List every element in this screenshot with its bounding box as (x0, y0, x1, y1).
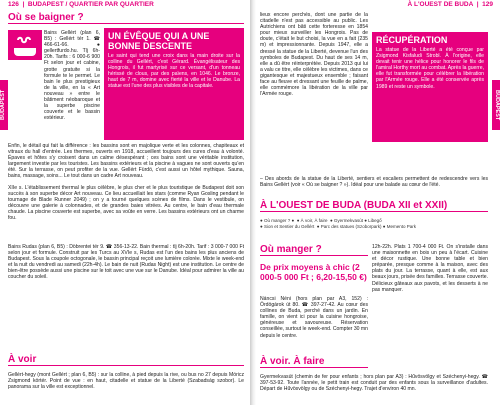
bath-icon (8, 30, 42, 60)
section-heading-west-buda: À L'OUEST DE BUDA (BUDA XII et XXII) (260, 200, 488, 212)
left-page-title: BUDAPEST / QUARTIER PAR QUARTIER (27, 1, 154, 8)
text-nancsi-neni: Náncsi Néni (hors plan par A3, 152) : Ördögárok út 80. ☎ 397-27-42. Au cœur des collines de Buda, perché dans un jardin. En famille, on vient ici pour la cuisine hongroise, généreuse et savoureuse. Réservation conseillée, surtout le week-end. Compter 30 mn depuis le centre. (260, 296, 368, 339)
side-tab-right: BUDAPEST (492, 80, 500, 130)
legend-item-3: ● Gyermekvasút ● Libegő (329, 218, 382, 223)
text-restaurant-details: 12h-22h. Plats 1 700-4 000 Ft. On s'installe dans une maisonnette en bois un peu à l'écart. Cuisine et décor rustique. Une bonne table et bien préparée, presque comme à la maison, avec des plats du jour. La terrasse, quant à elle, est aux beaux jours, prisée des familles. Terrasse couverte. Délicieux gâteaux aux pavots, et les desserts à ne pas manquer. (372, 244, 488, 293)
left-page-number: 126 (8, 1, 19, 8)
legend (260, 218, 488, 238)
text-childrens-railway: Gyermekvasút (chemin de fer pour enfants ; hors plan par A3) : Hűvösvölgy et Széchenyi-hegy. ☎ 397-53-92. Toute l'année, le petit train est conduit par des enfants sous la surveillance d'adultes. Départ de Hűvösvölgy ou de Széchenyi-hegy. Trajet d'environ 40 mn. (260, 374, 488, 393)
legend-item-1: ● Où manger ? ● (260, 218, 295, 223)
price-band: De prix moyens à chic (2 000-5 000 Ft ; 6,20-15,50 €) (260, 262, 367, 282)
section-heading-see-do: À voir. À faire (260, 356, 368, 368)
side-tab-left: BUDAPEST (0, 80, 8, 130)
legend-item-5: ● Parc des statues (Szoborpark) ● Memento Park (316, 224, 416, 229)
section-heading-swim: Où se baigner ? (8, 12, 244, 24)
right-page-title: À L'OUEST DE BUDA (407, 1, 474, 8)
section-heading-see: À voir (8, 354, 244, 366)
info-box-bishop (104, 28, 244, 140)
legend-item-2: ● À voir, À faire (296, 218, 328, 223)
text-descent: – Des abords de la statue de la Liberté, sentiers et escaliers permettent de redescendre vers les Bains Gellért (voir « Où se baigner ? »). Idéal pour une balade au cœur de l'été. (260, 176, 488, 189)
info-box-body: Le saint qui tend une croix dans la main droite sur la colline du Gellért, c'est Gérard. Évangélisateur des Hongrois, il fut martyrisé sur ce versant, d'un tonneau hérissé de clous, par des païens, en 1046. Le bronze, haut de 7 m, domine avec fierté la ville et le Danube. La statue est l'une des plus visibles de la capitale. (108, 53, 240, 90)
section-heading-eat: Où manger ? (260, 244, 368, 256)
right-page-number: 129 (482, 1, 493, 8)
text-gellert-hill: Gellért-hegy (mont Gellért ; plan 6, B5) : sur la colline, à pied depuis la rive, ou bus no 27 depuis Móricz Zsigmond körtér. Point de vue : en haut, citadelle et statue de la Liberté (Szabadság szobor). Le panorama sur la ville est exceptionnel. (8, 372, 244, 391)
info-box-title: UN ÉVÊQUE QUI A UNE BONNE DESCENTE (108, 31, 210, 51)
text-baths-detail: Enfin, le détail qui fait la différence : les bassins sont en majolique verte et les colonnes, chapiteaux et vitraux du hall d'entrée. Les thermes, ouverts en 1918, accueillent toujours des cures d'eau à volonté. Épaves et hôtes s'y croisent dans un calme désespérant ; ces bains sont une véritable institution, largement investie par les touristes. Les bassins extérieurs et la piscine à vagues ne sont ouverts qu'en été. Sur la terrasse, on peut profiter de la vue. Gellért Fürdö, c'est aussi un hôtel mythique. Sauna, bains, massage, soins... Le tout dans un cadre Art nouveau. (8, 143, 244, 180)
recovery-title: RÉCUPÉRATION (376, 35, 448, 45)
right-page-title-wrap: À L'OUEST DE BUDA | 129 (407, 1, 493, 8)
left-page-header: 126 | BUDAPEST / QUARTIER PAR QUARTIER (8, 1, 154, 8)
text-gellert-baths: Bains Gellért (plan 6, B5) : Gellért tér 1. ☎ 466-61-66. ● gellertfurdo.hu. Tlj 6h-20h. Tarifs : 6 000-6 900 Ft selon jour et cabine, grotte gratuite si la formule te le permet. Le bain le plus prestigieux de la ville, en la « Art nouveau » entre le bâtiment néobaroque et la superbe piscine couverte et le bassin extérieur. (44, 30, 100, 122)
legend-item-4: ● Sion et Sentier du Gellért (260, 224, 315, 229)
book-gutter (250, 0, 256, 405)
recovery-body: La statue de la Liberté a été conçue par Zsigmond Kisfaludi Strobl. À l'origine, elle devait tenir une hélice pour honorer le fils de l'amiral Horthy mort au combat. Après la guerre, elle fut transformée pour célébrer la libération par l'Armée rouge. Elle a été conservée après 1989 et reste un symbole. (376, 47, 484, 90)
text-baths-history: XIIe s. L'établissement thermal le plus célèbre, le plus cher et le plus touristique de Budapest doit son succès à son superbe décor Art nouveau. Ce lieu accueillait les stars (comme Ryan Gosling pendant le tournage de Blade Runner 2049) ; on y a tourné quelques scènes de films. Dans le vestibule, on découvre une galerie à colonnades, et de grandes baies vitrées. Au centre, le bain d'eau thermale chaude. La piscine couverte est superbe, avec sa voûte en verre. Les bassins extérieurs ont un charme fou. (8, 185, 244, 222)
text-citadel: lieux encore perchés, dont une partie de la citadelle n'est pas accessible au public. Les Autrichiens ont bâti cette forteresse en 1854 pour mieux surveiller les Hongrois. Pas de doute, c'était le but choisi, la vue en a fait (235 m) et impressionnante. Depuis 1947, elle a dressé la statue de la Liberté, devenue l'un des symboles de Budapest. Du haut de ses 14 m, elle a dû être réinterprétée. Depuis 2013 qui lui a valu ce titre, elle célèbre les victimes, dans ce gigantesque et majestueux ensemble ; faisant face au fleuve et dressant une feuille de palme, elle commémore la libération de la ville par l'Armée rouge. (260, 12, 368, 98)
info-box-recovery (372, 32, 488, 142)
text-rudas-baths: Bains Rudas (plan 6, B5) : Döbrentei tér 9. ☎ 356-13-22. Bain thermal : tlj 6h-20h. Tarif : 3 000-7 000 Ft selon jour et formule. Construit par les Turcs au XVIe s, Rudas est l'un des bains les plus anciens de Budapest. Sous la coupole octogonale, le bassin principal reçoit une lumière colorée. Mixte le week-end et la nuit du vendredi au samedi (22h-4h). Le bain de nuit (Rudas Night) est une institution. Le centre de bien-être possède aussi une piscine sur le toit avec une vue sur le Danube. Idéal pour admirer la ville au coucher du soleil. (8, 244, 244, 281)
